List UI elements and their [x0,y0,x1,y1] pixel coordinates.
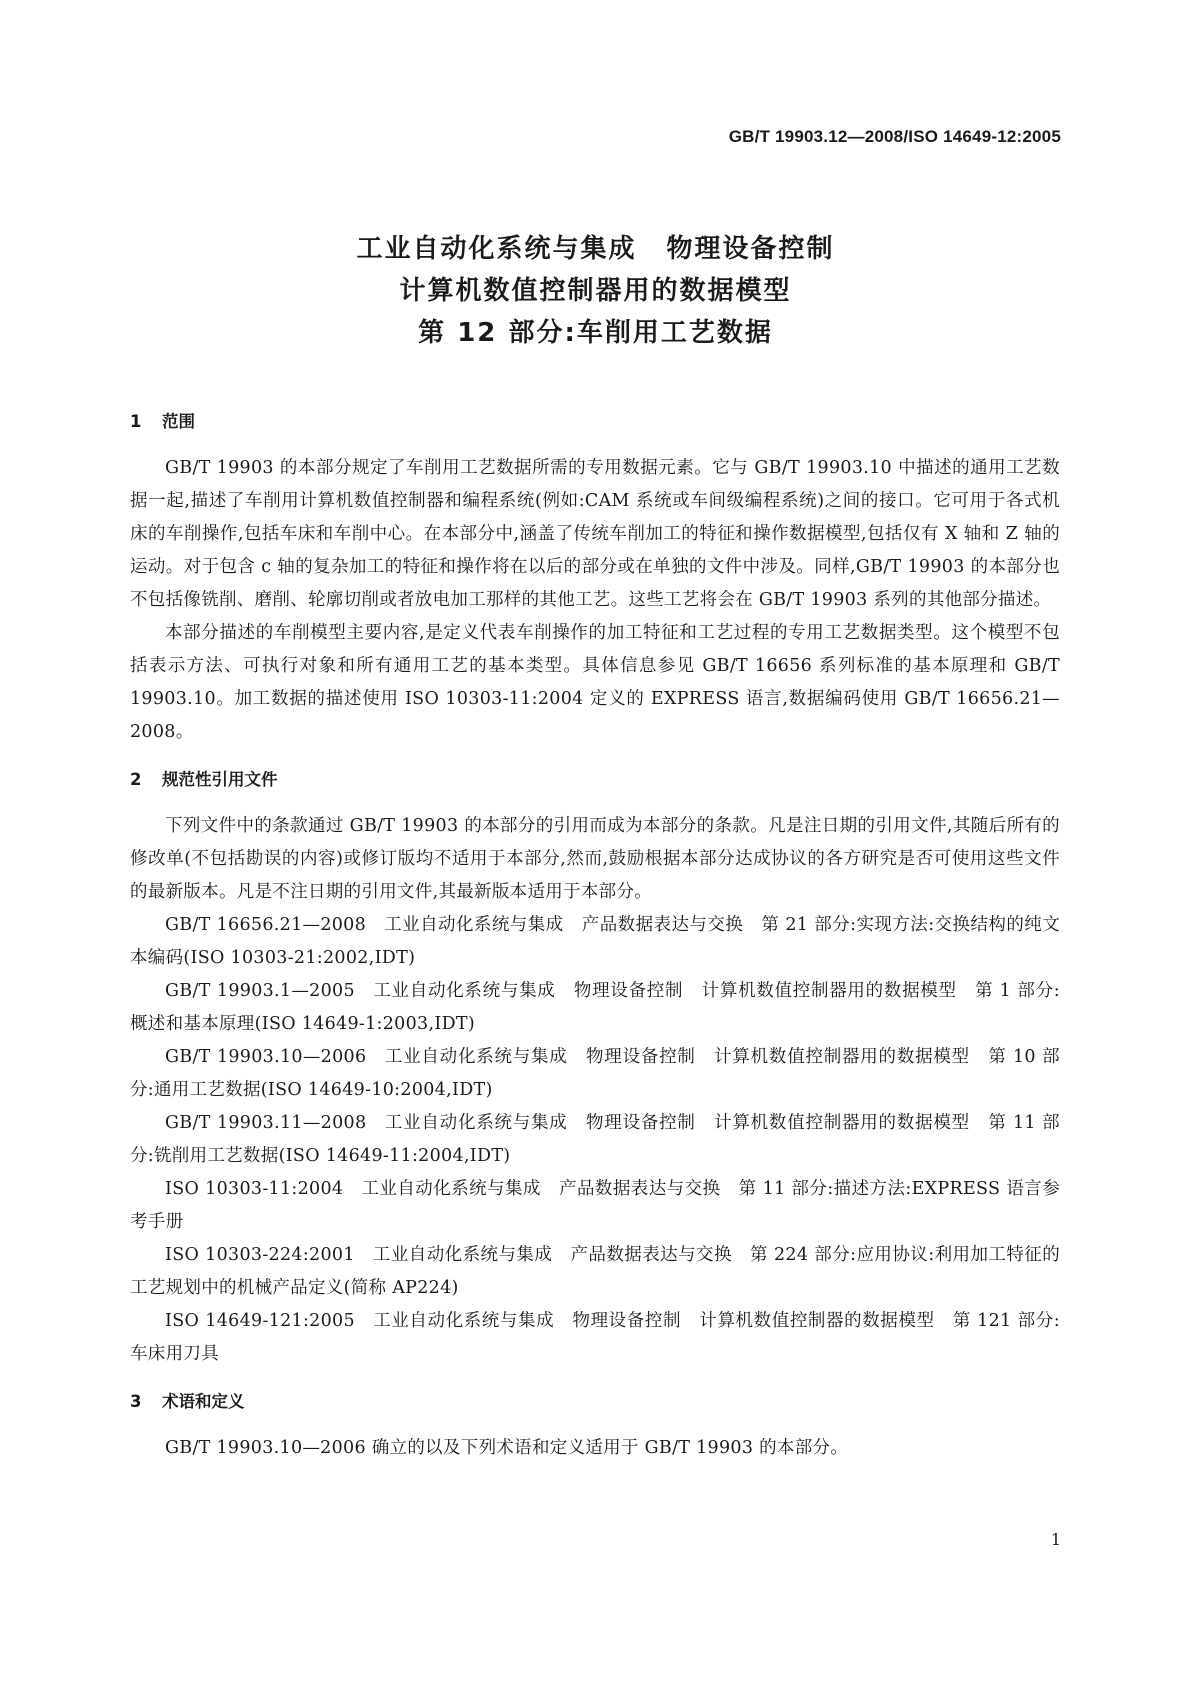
section-heading-scope [130,405,1060,438]
reference-code: ISO 10303-11:2004 [165,1179,344,1199]
title-line-1-a: 工业自动化系统与集成 [356,234,637,264]
document-body [130,405,1060,1465]
section-heading-normative-references [130,763,1060,796]
reference-code: GB/T 16656.21—2008 [165,915,367,935]
document-title [120,228,1071,354]
standard-code: GB/T 19903.12—2008/ISO 14649-12:2005 [728,127,1061,146]
section-number: 1 [130,412,142,431]
section-title: 范围 [162,412,195,431]
reference-code: GB/T 19903.1—2005 [165,981,355,1001]
reference-code: ISO 10303-224:2001 [165,1245,355,1265]
title-line-1 [120,228,1071,270]
reference-code: GB/T 19903.11—2008 [165,1113,367,1133]
title-line-3: 第 12 部分:车削用工艺数据 [418,318,773,348]
section-title: 规范性引用文件 [162,770,278,789]
reference-item: GB/T 19903.11—2008 工业自动化系统与集成 物理设备控制 计算机数值控制器用的数据模型 第 11 部分:铣削用工艺数据(ISO 14649-11:2004,IDT) [130,1113,1060,1166]
page-number: 1 [1050,1530,1061,1549]
reference-item: ISO 10303-11:2004 工业自动化系统与集成 产品数据表达与交换 第 11 部分:描述方法:EXPRESS 语言参考手册 [130,1179,1061,1232]
section-number: 2 [130,770,142,789]
reference-item: GB/T 16656.21—2008 工业自动化系统与集成 产品数据表达与交换 第 21 部分:实现方法:交换结构的纯文本编码(ISO 10303-21:2002,IDT) [130,915,1061,968]
reference-code: GB/T 19903.10—2006 [165,1047,367,1067]
reference-code: ISO 14649-121:2005 [165,1311,355,1331]
reference-item: GB/T 19903.1—2005 工业自动化系统与集成 物理设备控制 计算机数值控制器用的数据模型 第 1 部分:概述和基本原理(ISO 14649-1:2003,IDT) [130,981,1061,1034]
section-number: 3 [130,1392,142,1411]
normative-intro-paragraph: 下列文件中的条款通过 GB/T 19903 的本部分的引用而成为本部分的条款。凡是注日期的引用文件,其随后所有的修改单(不包括勘误的内容)或修订版均不适用于本部分,然而,鼓励根据本部分达成协议的各方研究是否可使用这些文件的最新版本。凡是不注日期的引用文件,其最新版本适用于本部分。 [130,816,1060,902]
scope-paragraph-2: 本部分描述的车削模型主要内容,是定义代表车削操作的加工特征和工艺过程的专用工艺数据类型。这个模型不包括表示方法、可执行对象和所有通用工艺的基本类型。具体信息参见 GB/T 16656 系列标准的基本原理和 GB/T 19903.10。加工数据的描述使用 ISO 10303-11:2004 定义的 EXPRESS 语言,数据编码使用 GB/T 16656.21—2008。 [130,623,1060,742]
section-heading-terms [130,1385,1060,1418]
reference-item: ISO 10303-224:2001 工业自动化系统与集成 产品数据表达与交换 第 224 部分:应用协议:利用加工特征的工艺规划中的机械产品定义(简称 AP224) [130,1245,1061,1298]
reference-item: ISO 14649-121:2005 工业自动化系统与集成 物理设备控制 计算机数值控制器的数据模型 第 121 部分:车床用刀具 [130,1311,1061,1364]
reference-item: GB/T 19903.10—2006 工业自动化系统与集成 物理设备控制 计算机数值控制器用的数据模型 第 10 部分:通用工艺数据(ISO 14649-10:2004,IDT) [130,1047,1060,1100]
title-line-1-b: 物理设备控制 [666,234,835,264]
section-title: 术语和定义 [162,1392,245,1411]
title-line-2: 计算机数值控制器用的数据模型 [399,276,792,306]
scope-paragraph-1: GB/T 19903 的本部分规定了车削用工艺数据所需的专用数据元素。它与 GB/T 19903.10 中描述的通用工艺数据一起,描述了车削用计算机数值控制器和编程系统(例如:CAM 系统或车间级编程系统)之间的接口。它可用于各式机床的车削操作,包括车床和车削中心。在本部分中,涵盖了传统车削加工的特征和操作数据模型,包括仅有 X 轴和 Z 轴的运动。对于包含 c 轴的复杂加工的特征和操作将在以后的部分或在单独的文件中涉及。同样,GB/T 19903 的本部分也不包括像铣削、磨削、轮廓切削或者放电加工那样的其他工艺。这些工艺将会在 GB/T 19903 系列的其他部分描述。 [130,458,1060,610]
terms-paragraph: GB/T 19903.10—2006 确立的以及下列术语和定义适用于 GB/T 19903 的本部分。 [165,1438,849,1458]
